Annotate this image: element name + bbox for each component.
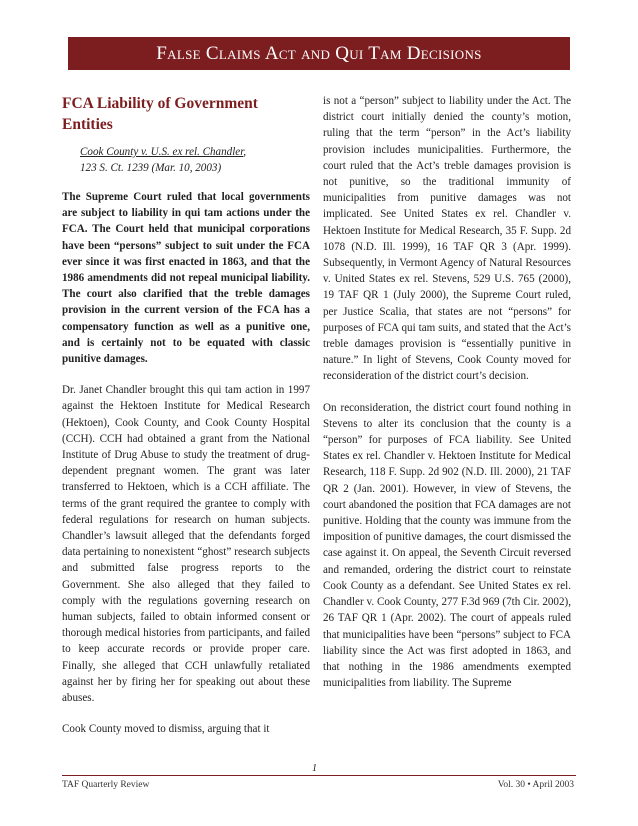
body-paragraph-2: Cook County moved to dismiss, arguing that it xyxy=(62,723,270,736)
body-paragraph-3: is not a “person” subject to liability under the Act. The district court initially denied the county’s motion, ruling that the term “person” in the Act’s liability provision includes municipalities. Furthermore, the court ruled that the Act’s treble damages provision is not punitive, so the traditional immunity of municipalities from punitive damages was not implicated. See United States ex rel. Chandler v. Hektoen Institute for Medical Research, 35 F. Supp. 2d 1078 (N.D. Ill. 1999), 16 TAF QR 3 (Apr. 1999). Subsequently, in Vermont Agency of Natural Resources v. United States ex rel. Stevens, 529 U.S. 765 (2000), 19 TAF QR 1 (July 2000), the Supreme Court ruled, per Justice Scalia, that states are not “persons” for purposes of FCA qui tam suits, and stated that the Act’s treble damages provision is “essentially punitive in nature.” In light of Stevens, Cook County moved for reconsideration of the district court’s decision. xyxy=(323,95,571,383)
body-paragraph-4: On reconsideration, the district court found nothing in Stevens to alter its conclusion that the county is a “person” for purposes of FCA liability. See United States ex rel. Chandler v. Hektoen Institute for Medical Research, 118 F. Supp. 2d 902 (N.D. Ill. 2000), 21 TAF QR 2 (Jan. 2001). However, in view of Stevens, the court abandoned the position that FCA damages are not punitive. Holding that the county was immune from the imposition of punitive damages, the court dismissed the case against it. On appeal, the Seventh Circuit reversed and remanded, ordering the district court to reinstate Cook County as a defendant. See United States ex rel. Chandler v. Cook County, 277 F.3d 969 (7th Cir. 2002), 26 TAF QR 1 (Apr. 2002). The court of appeals ruled that municipalities have been “persons” subject to FCA liability since the Act was first adopted in 1863, and that nothing in the 1986 amendments exempted municipalities from liability. The Supreme xyxy=(323,401,571,690)
section-banner xyxy=(68,37,570,70)
article-heading: FCA Liability of Government Entities xyxy=(62,95,258,133)
citation-case-name: Cook County v. U.S. ex rel. Chandler xyxy=(80,146,244,158)
banner-title: False Claims Act and Qui Tam Decisions xyxy=(156,43,482,64)
footer-publication: TAF Quarterly Review xyxy=(62,780,150,790)
page-number: 1 xyxy=(312,763,317,774)
footer-rule xyxy=(62,775,576,776)
holding-summary: The Supreme Court ruled that local governments are subject to liability in qui tam actions under the FCA. The Court held that municipal corporations have been “persons” subject to suit under the FCA ever since it was first enacted in 1863, and that the 1986 amendments did not repeal municipal liability. The court also clarified that the treble damages provision in the current version of the FCA has a compensatory function as well as a punitive one, and is certainly not to be equated with classic punitive damages. xyxy=(62,191,310,366)
footer-issue: Vol. 30 • April 2003 xyxy=(497,780,574,790)
right-column xyxy=(323,93,571,691)
left-column xyxy=(62,93,310,738)
citation-reporter: 123 S. Ct. 1239 (Mar. 10, 2003) xyxy=(80,162,222,174)
case-citation: Cook County v. U.S. ex rel. Chandler, 123 S. Ct. 1239 (Mar. 10, 2003) xyxy=(80,146,247,174)
body-paragraph-1: Dr. Janet Chandler brought this qui tam action in 1997 against the Hektoen Institute for Medical Research (Hektoen), Cook County, and Cook County Hospital (CCH). CCH had obtained a grant from the National Institute of Drug Abuse to study the treatment of drug-dependent pregnant women. The grant was later transferred to Hektoen, which is a CCH affiliate. The terms of the grant required the grantee to comply with federal regulations for research on human subjects. Chandler’s lawsuit alleged that the defendants forged data pertaining to nonexistent “ghost” research subjects and submitted false progress reports to the Government. She also alleged that they failed to comply with the regulations governing research on human subjects, failed to obtain informed consent or thorough medical histories from participants, and failed to keep accurate records or provide proper care. Finally, she alleged that CCH unlawfully retaliated against her by firing her for speaking out about these abuses. xyxy=(62,384,310,705)
